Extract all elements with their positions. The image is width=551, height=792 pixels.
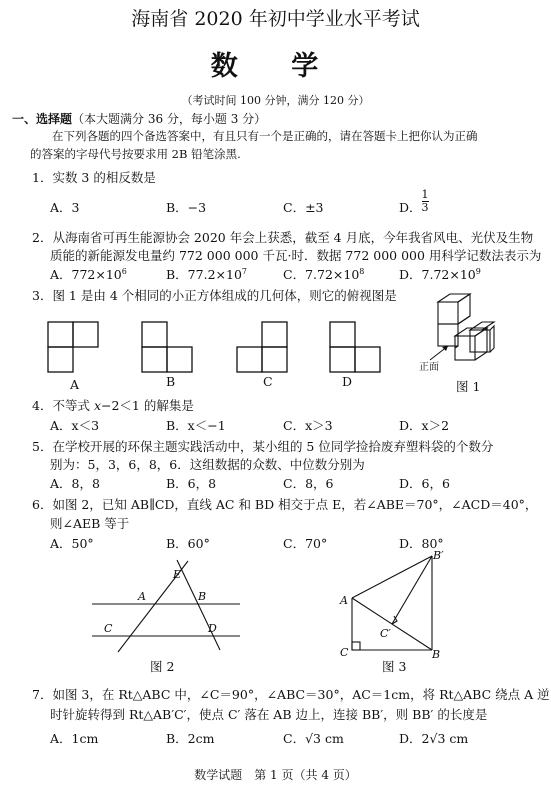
q1-option-d-label: D． bbox=[399, 200, 422, 215]
q4-option-c: C．x＞3 bbox=[283, 418, 333, 433]
q3-option-c-figure bbox=[237, 322, 287, 372]
section-title: 一、选择题 bbox=[12, 112, 73, 126]
q4-option-b: B．x＜−1 bbox=[166, 418, 226, 433]
q7-stem-line-2: 时针旋转得到 Rt△AB′C′，使点 C′ 落在 AB 边上，连接 BB′，则 BB′ 的长度是 bbox=[50, 707, 488, 722]
q7-stem-line-1: 7．如图 3，在 Rt△ABC 中，∠C＝90°，∠ABC＝30°，AC＝1cm，将 Rt△ABC 绕点 A 逆 bbox=[32, 687, 550, 702]
q1-option-d-fraction bbox=[422, 189, 429, 214]
q6-stem-line-2: 则∠AEB 等于 bbox=[50, 516, 130, 531]
q3-option-d-figure bbox=[330, 322, 380, 372]
q4-stem-variable: x bbox=[93, 398, 101, 413]
fig2-point-e: E bbox=[173, 568, 182, 581]
q5-option-d: D．6，6 bbox=[399, 476, 450, 491]
subject-title: 数 学 bbox=[210, 51, 341, 82]
figure-1-caption: 图 1 bbox=[456, 379, 481, 394]
q5-stem-line-2: 别为：5，3，6，8，6．这组数据的众数、中位数分别为 bbox=[50, 457, 365, 472]
fig3-point-a: A bbox=[340, 594, 348, 607]
q2-option-d bbox=[399, 265, 481, 283]
q1-option-d bbox=[399, 188, 429, 216]
q6-option-d: D．80° bbox=[399, 536, 444, 551]
q2-option-c bbox=[283, 265, 364, 283]
q5-option-c: C．8，6 bbox=[283, 476, 334, 491]
q6-option-a: A．50° bbox=[50, 536, 94, 551]
q2-stem-line-2: 质能的新能源发电量约 772 000 000 千瓦·时．数据 772 000 000 用科学记数法表示为 bbox=[50, 248, 542, 263]
fig2-point-c: C bbox=[104, 622, 113, 635]
exam-title: 海南省 2020 年初中学业水平考试 bbox=[131, 8, 420, 30]
figure-2-caption: 图 2 bbox=[150, 659, 175, 674]
q3-option-b-label: B bbox=[166, 374, 176, 389]
figure-1-cubes bbox=[438, 294, 494, 360]
q3-option-c-label: C bbox=[263, 374, 273, 389]
exam-note: （考试时间 100 分钟，满分 120 分） bbox=[181, 94, 370, 107]
q2-option-c-exp: 8 bbox=[359, 266, 365, 276]
q2-option-c-base: C．7.72×10 bbox=[283, 267, 360, 282]
front-label: 正面 bbox=[419, 362, 439, 373]
fig2-point-d: D bbox=[208, 622, 217, 635]
q2-option-b bbox=[166, 265, 247, 283]
q6-option-b: B．60° bbox=[166, 536, 210, 551]
fraction-numerator: 1 bbox=[421, 188, 429, 201]
q1-option-b: B．−3 bbox=[166, 200, 207, 215]
q2-option-b-exp: 7 bbox=[241, 266, 247, 276]
q6-stem-line-1: 6．如图 2，已知 AB∥CD，直线 AC 和 BD 相交于点 E，若∠ABE＝70°，∠ACD＝40°， bbox=[32, 497, 538, 512]
q4-stem bbox=[32, 396, 194, 414]
q2-option-a-exp: 6 bbox=[121, 266, 127, 276]
q2-option-d-base: D．7.72×10 bbox=[399, 267, 476, 282]
q7-option-b: B．2cm bbox=[166, 731, 215, 746]
fig3-point-c: C bbox=[340, 646, 349, 659]
q7-option-d: D．2√3 cm bbox=[399, 731, 469, 746]
q5-option-a: A．8，8 bbox=[50, 476, 100, 491]
section-heading bbox=[12, 110, 266, 127]
q1-option-a: A．3 bbox=[50, 200, 80, 215]
fig3-point-bprime: B′ bbox=[433, 549, 444, 562]
q4-stem-suffix: −2＜1 的解集是 bbox=[101, 398, 194, 413]
q5-option-b: B．6，8 bbox=[166, 476, 217, 491]
instruction-line-1: 在下列各题的四个备选答案中，有且只有一个是正确的，请在答题卡上把你认为正确 bbox=[52, 129, 478, 143]
q1-option-c: C．±3 bbox=[283, 200, 324, 215]
q1-stem: 1．实数 3 的相反数是 bbox=[32, 170, 156, 185]
q2-option-b-base: B．77.2×10 bbox=[166, 267, 242, 282]
section-note: （本大题满分 36 分，每小题 3 分） bbox=[72, 112, 267, 126]
q3-option-a-label: A bbox=[70, 377, 80, 392]
q3-option-a-figure bbox=[48, 322, 98, 372]
figure-2-lines bbox=[92, 560, 240, 652]
fig3-point-cprime: C′ bbox=[380, 627, 391, 640]
q4-stem-prefix: 4．不等式 bbox=[32, 398, 94, 413]
q7-option-c: C．√3 cm bbox=[283, 731, 344, 746]
q4-option-a: A．x＜3 bbox=[50, 418, 100, 433]
q7-option-a: A．1cm bbox=[50, 731, 99, 746]
q2-option-a-base: A．772×10 bbox=[50, 267, 122, 282]
q6-option-c: C．70° bbox=[283, 536, 328, 551]
q4-option-d: D．x＞2 bbox=[399, 418, 450, 433]
q2-stem-line-1: 2．从海南省可再生能源协会 2020 年会上获悉，截至 4 月底，今年我省风电、光伏及生物 bbox=[32, 230, 534, 245]
page-footer: 数学试题 第 1 页（共 4 页） bbox=[194, 768, 357, 782]
fig3-point-b: B bbox=[432, 648, 441, 661]
fig2-point-a: A bbox=[138, 590, 146, 603]
q5-stem-line-1: 5．在学校开展的环保主题实践活动中，某小组的 5 位同学捡拾废弃塑料袋的个数分 bbox=[32, 439, 494, 454]
q3-option-d-label: D bbox=[342, 374, 353, 389]
q2-option-d-exp: 9 bbox=[475, 266, 481, 276]
q3-stem: 3．图 1 是由 4 个相同的小正方体组成的几何体，则它的俯视图是 bbox=[32, 288, 397, 303]
figure-3-caption: 图 3 bbox=[382, 659, 407, 674]
q3-option-b-figure bbox=[142, 322, 192, 372]
figure-3-lines bbox=[352, 556, 432, 650]
q2-option-a bbox=[50, 265, 127, 283]
instruction-line-2: 的答案的字母代号按要求用 2B 铅笔涂黑. bbox=[30, 147, 241, 161]
fraction-denominator: 3 bbox=[421, 201, 429, 214]
fig2-point-b: B bbox=[198, 590, 207, 603]
